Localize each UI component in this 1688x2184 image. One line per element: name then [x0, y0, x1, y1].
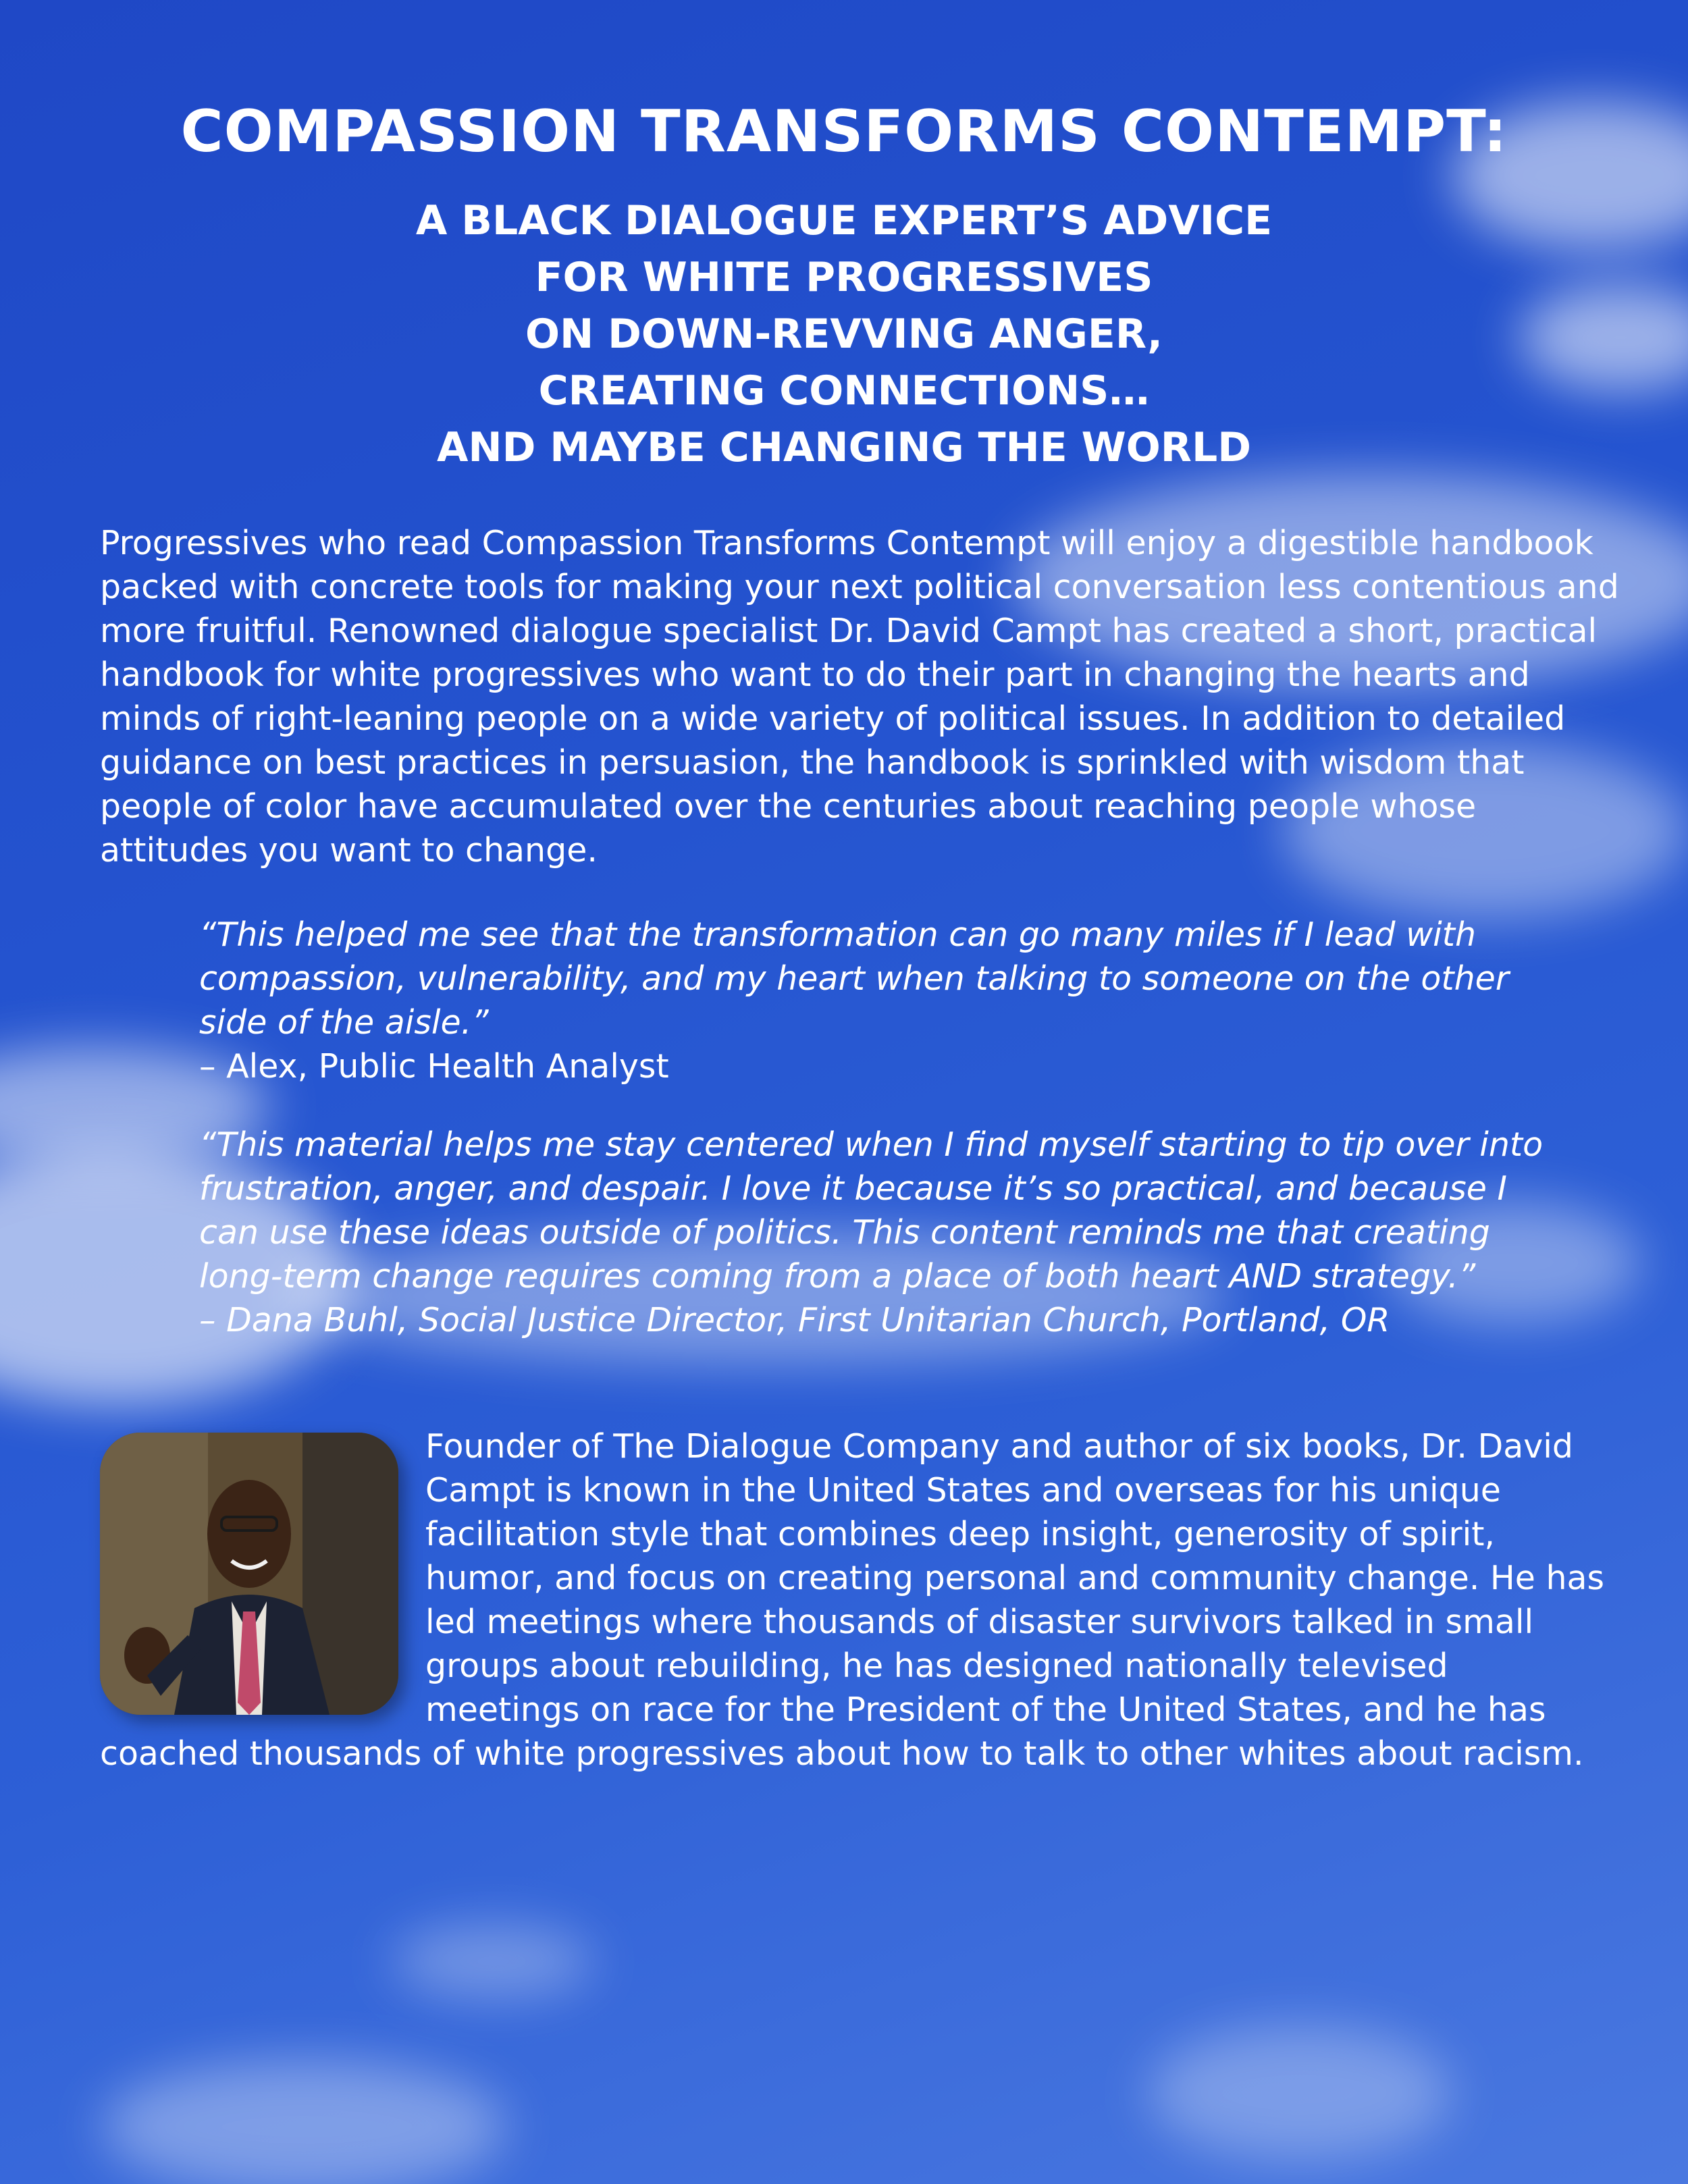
subtitle-line: A BLACK DIALOGUE EXPERT’S ADVICE	[415, 197, 1273, 244]
bio-text: Founder of The Dialogue Company and author of six books, Dr. David Campt is known in the United States and overseas for his unique facilitation style that combines deep insight, generosity of spirit, humor, and focus on creating personal and community change. He has led meetings where thousands of disaster survivors talked in small groups about rebuilding, he has designed nationally televised meetings on race for the President of the United States, and he has coached thousands of white progressives about how to talk to other whites about racism.	[100, 1427, 1605, 1773]
author-photo	[100, 1433, 398, 1715]
subtitle-line: AND MAYBE CHANGING THE WORLD	[436, 424, 1252, 471]
subtitle-line: FOR WHITE PROGRESSIVES	[535, 254, 1153, 301]
quote-attribution: – Alex, Public Health Analyst	[199, 1047, 669, 1086]
quote-text: “This helped me see that the transformation can go many miles if I lead with compassion, vulnerability, and my heart when talking to someone on the other side of the aisle.”	[199, 915, 1509, 1042]
quote-text: “This material helps me stay centered when I find myself starting to tip over into frustration, anger, and despair. I love it because it’s so practical, and because I can use these ideas outside of politics. This content reminds me that creating long-term change requires coming from a place of both heart AND strategy.”	[199, 1125, 1544, 1296]
subtitle-line: ON DOWN-REVVING ANGER,	[525, 311, 1163, 358]
page-title: COMPASSION TRANSFORMS CONTEMPT:	[180, 98, 1508, 165]
testimonial-quote	[199, 913, 1550, 1088]
subtitle-line: CREATING CONNECTIONS…	[538, 367, 1150, 415]
subtitle	[203, 192, 1485, 476]
author-portrait-illustration	[100, 1433, 398, 1715]
testimonial-quote	[199, 1123, 1550, 1342]
intro-paragraph: Progressives who read Compassion Transforms Contempt will enjoy a digestible handbook packed with concrete tools for making your next political conversation less contentious and more fruitful. Renowned dialogue specialist Dr. David Campt has created a short, practical handbook for white progressives who want to do their part in changing the hearts and minds of right-leaning people on a wide variety of political issues. In addition to detailed guidance on best practices in persuasion, the handbook is sprinkled with wisdom that people of color have accumulated over the centuries about reaching people whose attitudes you want to change.	[100, 524, 1619, 870]
quote-attribution: – Dana Buhl, Social Justice Director, First Unitarian Church, Portland, OR	[199, 1301, 1390, 1339]
author-bio	[100, 1424, 1612, 1776]
